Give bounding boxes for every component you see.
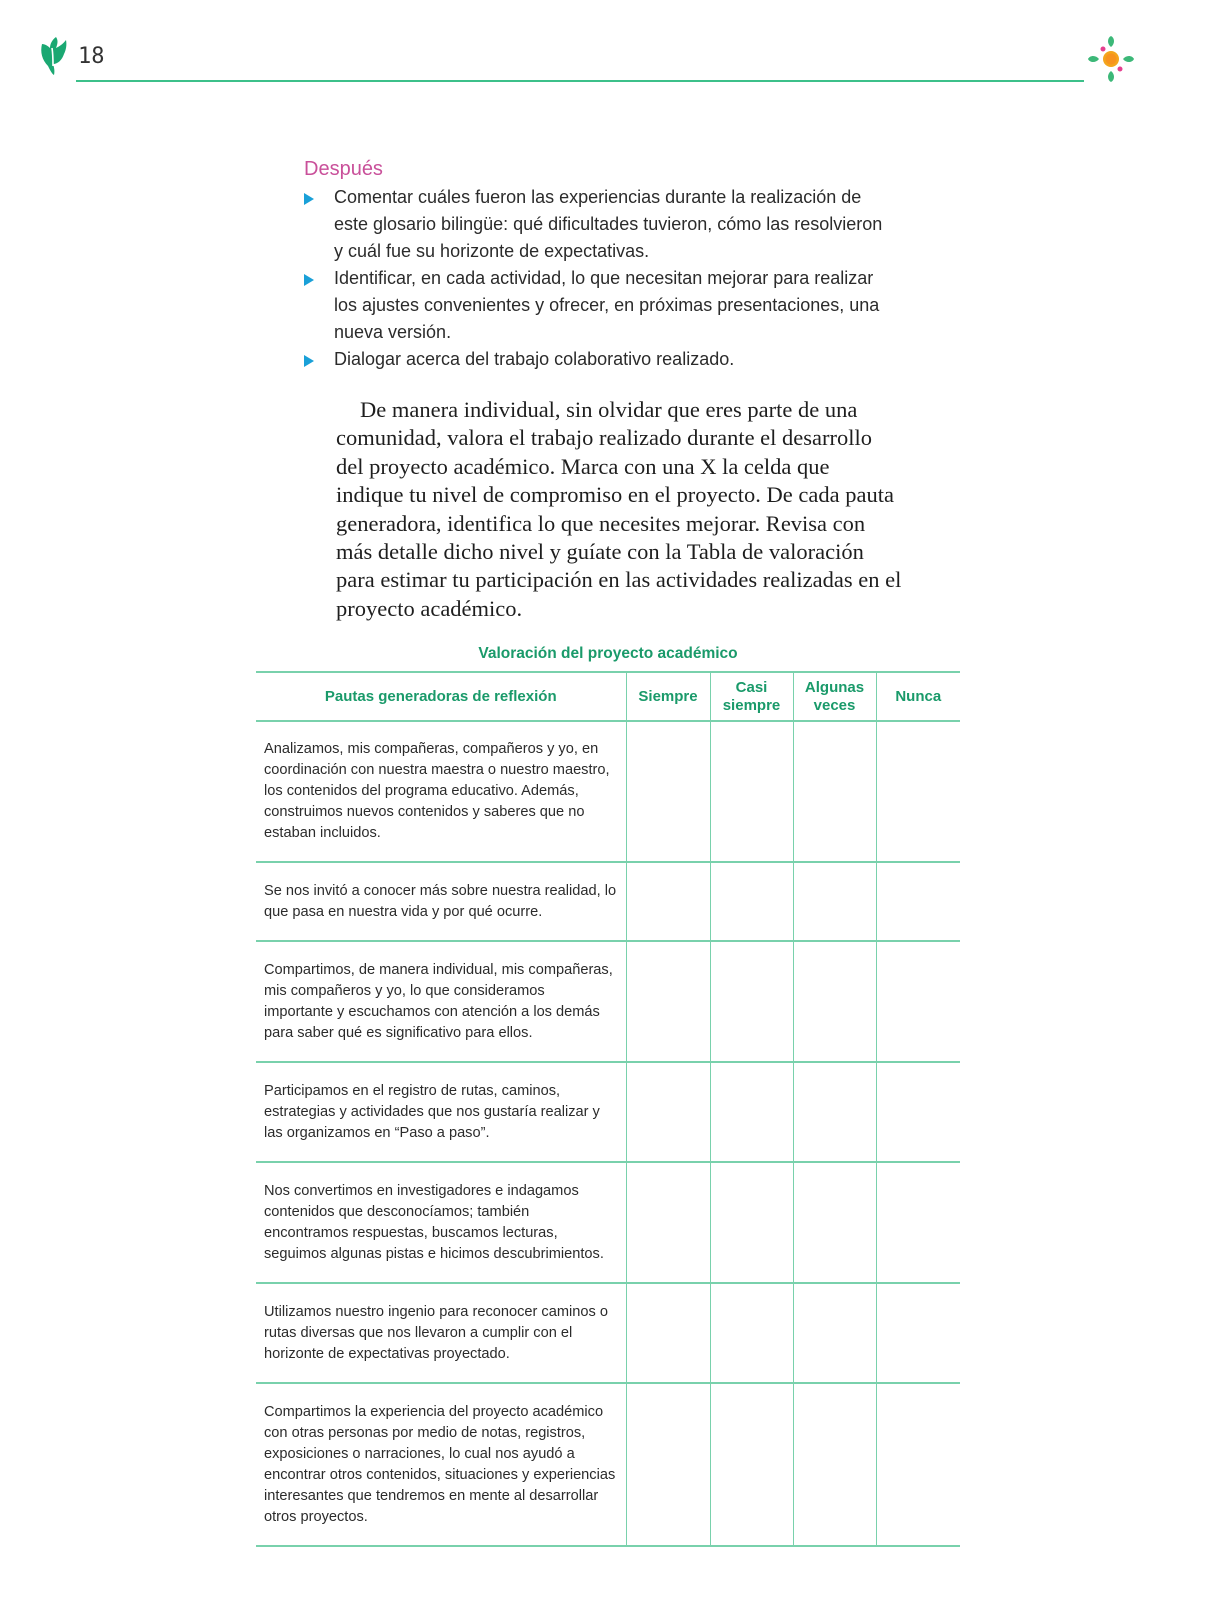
- cell-casi-siempre[interactable]: [710, 862, 793, 941]
- header-casi-siempre-line1: Casi: [735, 678, 768, 696]
- cell-algunas-veces[interactable]: [793, 862, 876, 941]
- bullet-text: Comentar cuáles fueron las experiencias durante la realización de este glosario bilingüe: qué dificultades tuvieron, cómo las resolvieron y cuál fue su horizonte de expectativas.: [334, 187, 883, 261]
- cell-siempre[interactable]: [626, 862, 710, 941]
- cell-casi-siempre[interactable]: [710, 1162, 793, 1283]
- cell-siempre[interactable]: [626, 941, 710, 1062]
- cell-casi-siempre[interactable]: [710, 721, 793, 862]
- header-algunas-veces: [793, 672, 876, 721]
- cell-nunca[interactable]: [876, 941, 960, 1062]
- header-algunas-veces-line1: Algunas: [804, 678, 865, 696]
- header-siempre: Siempre: [626, 672, 710, 721]
- cell-casi-siempre[interactable]: [710, 941, 793, 1062]
- table-row: [256, 1162, 960, 1283]
- cell-algunas-veces[interactable]: [793, 1162, 876, 1283]
- cell-siempre[interactable]: [626, 721, 710, 862]
- table-row: [256, 862, 960, 941]
- criterion-text: Se nos invitó a conocer más sobre nuestra realidad, lo que pasa en nuestra vida y por qué ocurre.: [256, 862, 626, 941]
- cell-algunas-veces[interactable]: [793, 721, 876, 862]
- cell-nunca[interactable]: [876, 721, 960, 862]
- criterion-text: Compartimos la experiencia del proyecto académico con otras personas por medio de notas, registros, exposiciones o narraciones, lo cual nos ayudó a encontrar otros contenidos, situaciones y experiencias interesantes que tendremos en mente al desarrollar otros proyectos.: [256, 1383, 626, 1546]
- cell-algunas-veces[interactable]: [793, 1062, 876, 1162]
- assessment-table: [256, 671, 960, 1547]
- cell-nunca[interactable]: [876, 1383, 960, 1546]
- cell-algunas-veces[interactable]: [793, 1383, 876, 1546]
- criterion-text: Nos convertimos en investigadores e indagamos contenidos que desconocíamos; también encontramos respuestas, buscamos lecturas, seguimos algunas pistas e hicimos descubrimientos.: [256, 1162, 626, 1283]
- header-criteria: Pautas generadoras de reflexión: [256, 672, 626, 721]
- table-row: [256, 1062, 960, 1162]
- triangle-bullet-icon: [304, 355, 314, 367]
- cell-algunas-veces[interactable]: [793, 941, 876, 1062]
- criterion-text: Analizamos, mis compañeras, compañeros y yo, en coordinación con nuestra maestra o nuestro maestro, los contenidos del programa educativo. Además, construimos nuevos contenidos y saberes que no estaban incluidos.: [256, 721, 626, 862]
- header-casi-siempre: [710, 672, 793, 721]
- page-number: 18: [78, 44, 105, 69]
- criterion-text: Compartimos, de manera individual, mis compañeras, mis compañeros y yo, lo que consideramos importante y escuchamos con atención a los demás para saber qué es significativo para ellos.: [256, 941, 626, 1062]
- header-algunas-veces-line2: veces: [813, 696, 856, 714]
- triangle-bullet-icon: [304, 193, 314, 205]
- table-title: Valoración del proyecto académico: [478, 645, 738, 662]
- flower-logo-icon: [1082, 32, 1140, 88]
- cell-nunca[interactable]: [876, 862, 960, 941]
- cell-nunca[interactable]: [876, 1283, 960, 1383]
- header-nunca: Nunca: [876, 672, 960, 721]
- section-heading: Después: [304, 158, 383, 180]
- cell-casi-siempre[interactable]: [710, 1062, 793, 1162]
- bullet-item: [304, 346, 894, 373]
- cell-casi-siempre[interactable]: [710, 1383, 793, 1546]
- cell-casi-siempre[interactable]: [710, 1283, 793, 1383]
- bullet-list: [304, 184, 894, 373]
- cell-siempre[interactable]: [626, 1383, 710, 1546]
- criterion-text: Participamos en el registro de rutas, caminos, estrategias y actividades que nos gustaría realizar y las organizamos en “Paso a paso”.: [256, 1062, 626, 1162]
- header-casi-siempre-line2: siempre: [722, 696, 781, 714]
- triangle-bullet-icon: [304, 274, 314, 286]
- cell-nunca[interactable]: [876, 1062, 960, 1162]
- table-row: [256, 941, 960, 1062]
- table-header-row: [256, 672, 960, 721]
- bullet-item: [304, 184, 894, 265]
- criterion-text: Utilizamos nuestro ingenio para reconocer caminos o rutas diversas que nos llevaron a cumplir con el horizonte de expectativas proyectado.: [256, 1283, 626, 1383]
- bullet-item: [304, 265, 894, 346]
- cell-algunas-veces[interactable]: [793, 1283, 876, 1383]
- table-row: [256, 1383, 960, 1546]
- cell-siempre[interactable]: [626, 1062, 710, 1162]
- table-row: [256, 721, 960, 862]
- cell-siempre[interactable]: [626, 1162, 710, 1283]
- bullet-text: Identificar, en cada actividad, lo que necesitan mejorar para realizar los ajustes convenientes y ofrecer, en próximas presentaciones, una nueva versión.: [334, 268, 880, 342]
- cell-siempre[interactable]: [626, 1283, 710, 1383]
- cell-nunca[interactable]: [876, 1162, 960, 1283]
- leaf-logo-icon: [36, 36, 72, 76]
- table-row: [256, 1283, 960, 1383]
- header-divider: [76, 80, 1084, 82]
- bullet-text: Dialogar acerca del trabajo colaborativo realizado.: [334, 349, 735, 369]
- intro-paragraph: De manera individual, sin olvidar que eres parte de una comunidad, valora el trabajo realizado durante el desarrollo del proyecto académico. Marca con una X la celda que indique tu nivel de compromiso en el proyecto. De cada pauta generadora, identifica lo que necesites mejorar. Revisa con más detalle dicho nivel y guíate con la Tabla de valoración para estimar tu participación en las actividades realizadas en el proyecto académico.: [336, 397, 902, 621]
